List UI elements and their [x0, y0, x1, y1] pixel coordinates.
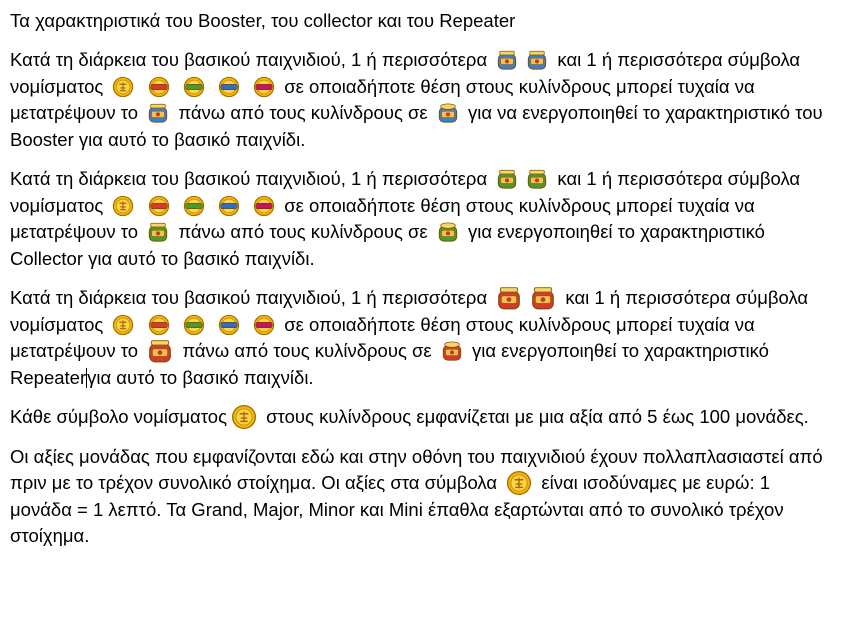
mini-coin-icon: [253, 195, 275, 217]
minor-coin-icon: [218, 314, 240, 336]
coin-value-text-1: Κάθε σύμβολο νομίσματος: [10, 406, 227, 427]
minor-coin-icon: [218, 195, 240, 217]
booster-text-3: σε οποιαδήποτε θέση στους κυλίνδρους μπορεί τυχαία να μετατρέψουν το: [10, 75, 755, 123]
major-coin-icon: [183, 314, 205, 336]
major-coin-icon: [183, 76, 205, 98]
green-jar-icon: [437, 221, 459, 243]
collector-text-2: και 1 ή περισσότερα σύμβολα νομίσματος: [10, 168, 801, 216]
coin-icon: [112, 195, 134, 217]
red-jar-icon: [441, 340, 463, 362]
booster-text-2: και 1 ή περισσότερα σύμβολα νομίσματος: [10, 49, 801, 97]
repeater-text-2: και 1 ή περισσότερα σύμβολα νομίσματος: [10, 287, 809, 335]
collector-text-5: για ενεργοποιηθεί το χαρακτηριστικό Collector για αυτό το βασικό παιχνίδι.: [10, 221, 765, 269]
mini-coin-icon: [253, 76, 275, 98]
green-jar-icon: [496, 168, 518, 190]
grand-coin-icon: [148, 76, 170, 98]
coin-icon: [506, 470, 532, 496]
blue-jar-icon: [437, 102, 459, 124]
blue-jar-icon: [147, 102, 169, 124]
red-jar-icon: [147, 338, 173, 364]
grand-coin-icon: [148, 195, 170, 217]
red-jar-icon: [496, 285, 522, 311]
green-jar-icon: [147, 221, 169, 243]
repeater-text-6: για αυτό το βασικό παιχνίδι.: [87, 366, 314, 388]
blue-jar-icon: [496, 49, 518, 71]
major-coin-icon: [183, 195, 205, 217]
coin-value-text-2: στους κυλίνδρους εμφανίζεται με μια αξία από 5 έως 100 μονάδες.: [266, 406, 809, 427]
collector-text-3: σε οποιαδήποτε θέση στους κυλίνδρους μπορεί τυχαία να μετατρέψουν το: [10, 194, 755, 242]
booster-text-5: για να ενεργοποιηθεί το χαρακτηριστικό του Booster για αυτό το βασικό παιχνίδι.: [10, 102, 823, 150]
repeater-text-4: πάνω από τους κυλίνδρους σε: [182, 340, 432, 361]
collector-paragraph: [10, 166, 836, 272]
red-jar-icon: [530, 285, 556, 311]
mini-coin-icon: [253, 314, 275, 336]
repeater-text-1: Κατά τη διάρκεια του βασικού παιχνιδιού, 1 ή περισσότερα: [10, 287, 488, 308]
coin-icon: [112, 76, 134, 98]
coin-icon: [112, 314, 134, 336]
unit-values-text-2: είναι ισοδύναμες με ευρώ: 1 μονάδα = 1 λεπτό. Τα Grand, Major, Minor και Mini έπαθλα εξαρτώνται από το συνολικό τρέχον στοίχημα.: [10, 472, 784, 546]
green-jar-icon: [526, 168, 548, 190]
collector-text-4: πάνω από τους κυλίνδρους σε: [178, 221, 428, 242]
unit-values-text-1: Οι αξίες μονάδας που εμφανίζονται εδώ και στην οθόνη του παιχνιδιού έχουν πολλαπλασιαστεί από πριν με το τρέχον συνολικό στοίχημα. Οι αξίες στα σύμβολα: [10, 445, 823, 493]
blue-jar-icon: [526, 49, 548, 71]
repeater-text-5: για ενεργοποιηθεί το χαρακτηριστικό Repeater: [10, 340, 769, 388]
coin-icon: [231, 404, 257, 430]
booster-text-4: πάνω από τους κυλίνδρους σε: [178, 102, 428, 123]
repeater-paragraph: [10, 285, 836, 391]
collector-text-1: Κατά τη διάρκεια του βασικού παιχνιδιού, 1 ή περισσότερα: [10, 168, 488, 189]
page-title: Τα χαρακτηριστικά του Booster, του collector και του Repeater: [10, 10, 516, 31]
unit-values-paragraph: [10, 444, 836, 550]
booster-paragraph: [10, 47, 836, 153]
minor-coin-icon: [218, 76, 240, 98]
repeater-text-3: σε οποιαδήποτε θέση στους κυλίνδρους μπορεί τυχαία να μετατρέψουν το: [10, 313, 755, 361]
booster-text-1: Κατά τη διάρκεια του βασικού παιχνιδιού, 1 ή περισσότερα: [10, 49, 488, 70]
coin-value-paragraph: [10, 404, 836, 431]
grand-coin-icon: [148, 314, 170, 336]
